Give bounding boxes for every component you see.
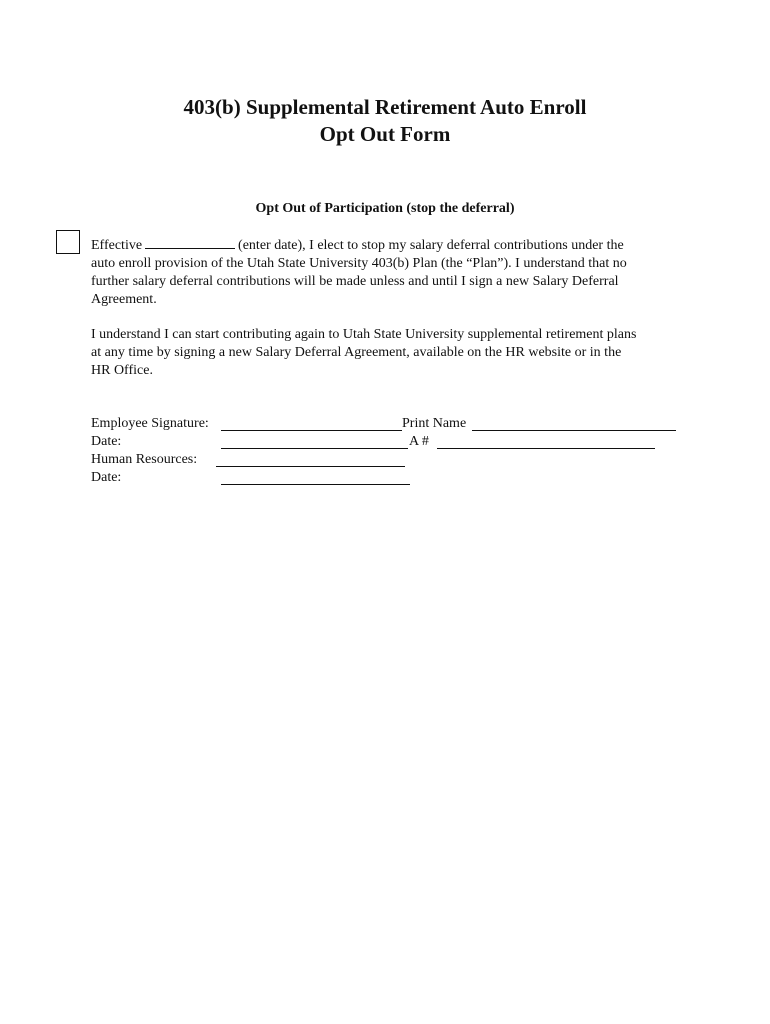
human-resources-field[interactable] bbox=[216, 466, 405, 467]
effective-date-field[interactable] bbox=[145, 236, 235, 249]
paragraph2-line2: at any time by signing a new Salary Deferral Agreement, available on the HR website or in the bbox=[91, 345, 622, 360]
paragraph1-line3: further salary deferral contributions will be made unless and until I sign a new Salary Deferral bbox=[91, 274, 619, 289]
a-number-label: A # bbox=[409, 434, 429, 449]
paragraph2-line1: I understand I can start contributing again to Utah State University supplemental retirement plans bbox=[91, 327, 637, 342]
paragraph1-line4: Agreement. bbox=[91, 292, 157, 307]
form-title-line2: Opt Out Form bbox=[319, 122, 451, 146]
hr-date-field[interactable] bbox=[221, 484, 410, 485]
effective-label: Effective bbox=[91, 238, 143, 253]
paragraph1-line2: auto enroll provision of the Utah State University 403(b) Plan (the “Plan”). I understand that no bbox=[91, 256, 627, 271]
a-number-field[interactable] bbox=[437, 448, 655, 449]
paragraph1-line1 bbox=[91, 236, 691, 255]
section-heading: Opt Out of Participation (stop the deferral) bbox=[255, 201, 515, 216]
paragraph1-line1-rest: (enter date), I elect to stop my salary deferral contributions under the bbox=[238, 238, 624, 253]
print-name-field[interactable] bbox=[472, 430, 676, 431]
date-field[interactable] bbox=[221, 448, 408, 449]
print-name-label: Print Name bbox=[402, 416, 467, 431]
date-label: Date: bbox=[91, 434, 122, 449]
paragraph2-line3: HR Office. bbox=[91, 363, 153, 378]
resume-contributing-paragraph bbox=[91, 326, 691, 380]
human-resources-label: Human Resources: bbox=[91, 452, 198, 467]
opt-out-paragraph bbox=[91, 236, 691, 309]
employee-signature-field[interactable] bbox=[221, 430, 402, 431]
opt-out-checkbox[interactable] bbox=[56, 230, 80, 254]
hr-date-label: Date: bbox=[91, 470, 122, 485]
employee-signature-label: Employee Signature: bbox=[91, 416, 209, 431]
form-title-line1: 403(b) Supplemental Retirement Auto Enroll bbox=[183, 95, 587, 119]
